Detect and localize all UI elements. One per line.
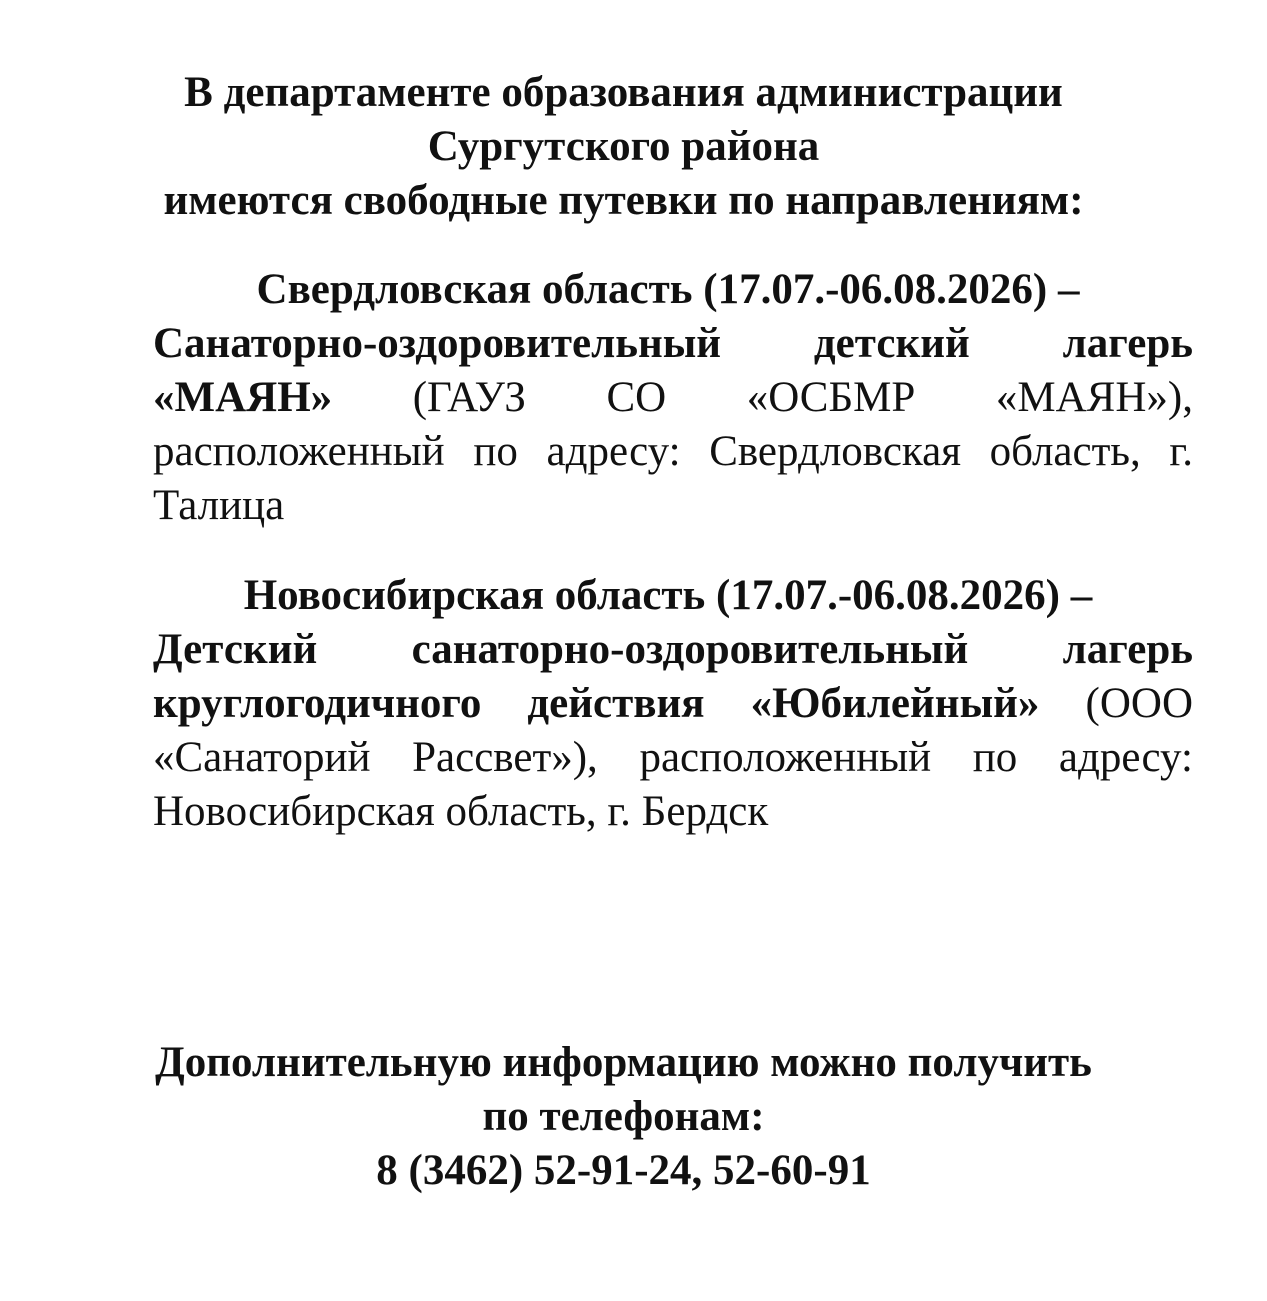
word: Свердловская xyxy=(709,428,962,475)
phone-numbers: 8 (3462) 52-91-24, 52-60-91 xyxy=(376,1147,871,1194)
announcement-header xyxy=(100,66,1247,228)
direction-text-line xyxy=(153,731,1193,785)
word: Рассвет»), xyxy=(412,734,598,781)
word: «Санаторий xyxy=(153,734,371,781)
word: «МАЯН»), xyxy=(995,374,1193,421)
word: по xyxy=(473,428,518,475)
word: Санаторно-оздоровительный xyxy=(153,320,722,367)
direction-text-line xyxy=(153,479,1193,533)
word: действия xyxy=(527,680,705,727)
word: лагерь xyxy=(1062,626,1193,673)
word: (ООО xyxy=(1085,680,1193,727)
direction-text-line xyxy=(153,425,1193,479)
word: Детский xyxy=(153,626,318,673)
word: область, xyxy=(989,428,1141,475)
word: по xyxy=(972,734,1018,781)
direction-title: Свердловская область (17.07.-06.08.2026) – xyxy=(256,266,1080,313)
word: санаторно-оздоровительный xyxy=(411,626,969,673)
word: Новосибирская область, г. Бердск xyxy=(153,788,769,835)
direction-novosibirsk xyxy=(153,569,1193,839)
word: лагерь xyxy=(1062,320,1193,367)
word: круглогодичного xyxy=(153,680,482,727)
word: г. xyxy=(1169,428,1193,475)
word: СО xyxy=(606,374,667,421)
word: Талица xyxy=(153,482,285,529)
header-line-2: Сургутского района xyxy=(427,123,820,170)
direction-title: Новосибирская область (17.07.-06.08.2026) – xyxy=(243,572,1093,619)
camp-name: «Юбилейный» xyxy=(750,680,1040,727)
direction-text-line xyxy=(153,317,1193,371)
word: детский xyxy=(813,320,970,367)
header-line-3: имеются свободные путевки по направлениям: xyxy=(163,177,1084,224)
header-line-1: В департаменте образования администрации xyxy=(184,69,1063,116)
direction-sverdlovsk xyxy=(153,263,1193,533)
contact-info xyxy=(100,1036,1247,1198)
word: расположенный xyxy=(639,734,932,781)
word: адресу: xyxy=(1058,734,1193,781)
footer-line-1: Дополнительную информацию можно получить xyxy=(155,1039,1092,1086)
footer-line-2: по телефонам: xyxy=(482,1093,765,1140)
word: адресу: xyxy=(546,428,681,475)
direction-text-line xyxy=(153,785,1193,839)
word: расположенный xyxy=(153,428,445,475)
direction-text-line xyxy=(153,677,1193,731)
direction-text-line xyxy=(153,623,1193,677)
word: «ОСБМР xyxy=(746,374,916,421)
camp-name: «МАЯН» xyxy=(153,374,333,421)
direction-text-line xyxy=(153,371,1193,425)
word: (ГАУЗ xyxy=(412,374,526,421)
